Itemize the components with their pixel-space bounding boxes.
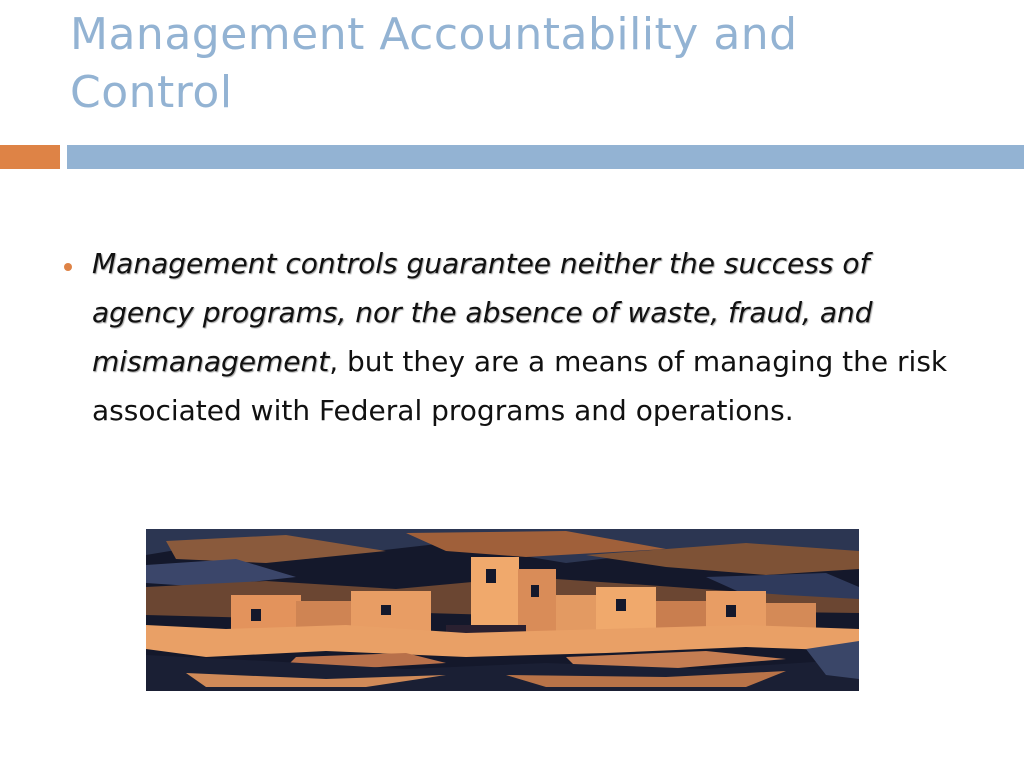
- bullet-emphasis-text: Management controls guarantee neither the success of agency programs, nor the absence of waste, fraud, and mismanagement: [92, 247, 873, 378]
- bullet-rest-text: , but they are a means of managing the risk associated with Federal programs and operations.: [92, 345, 948, 427]
- bullet-item: [60, 239, 960, 435]
- accent-bar-blue: [67, 145, 1024, 169]
- accent-bar-orange: [0, 145, 60, 169]
- bullet-dot-icon: [64, 263, 72, 271]
- slide-title: Management Accountability and Control: [70, 9, 798, 118]
- bullet-text: [92, 239, 960, 435]
- cliff-dwelling-illustration: [146, 529, 859, 691]
